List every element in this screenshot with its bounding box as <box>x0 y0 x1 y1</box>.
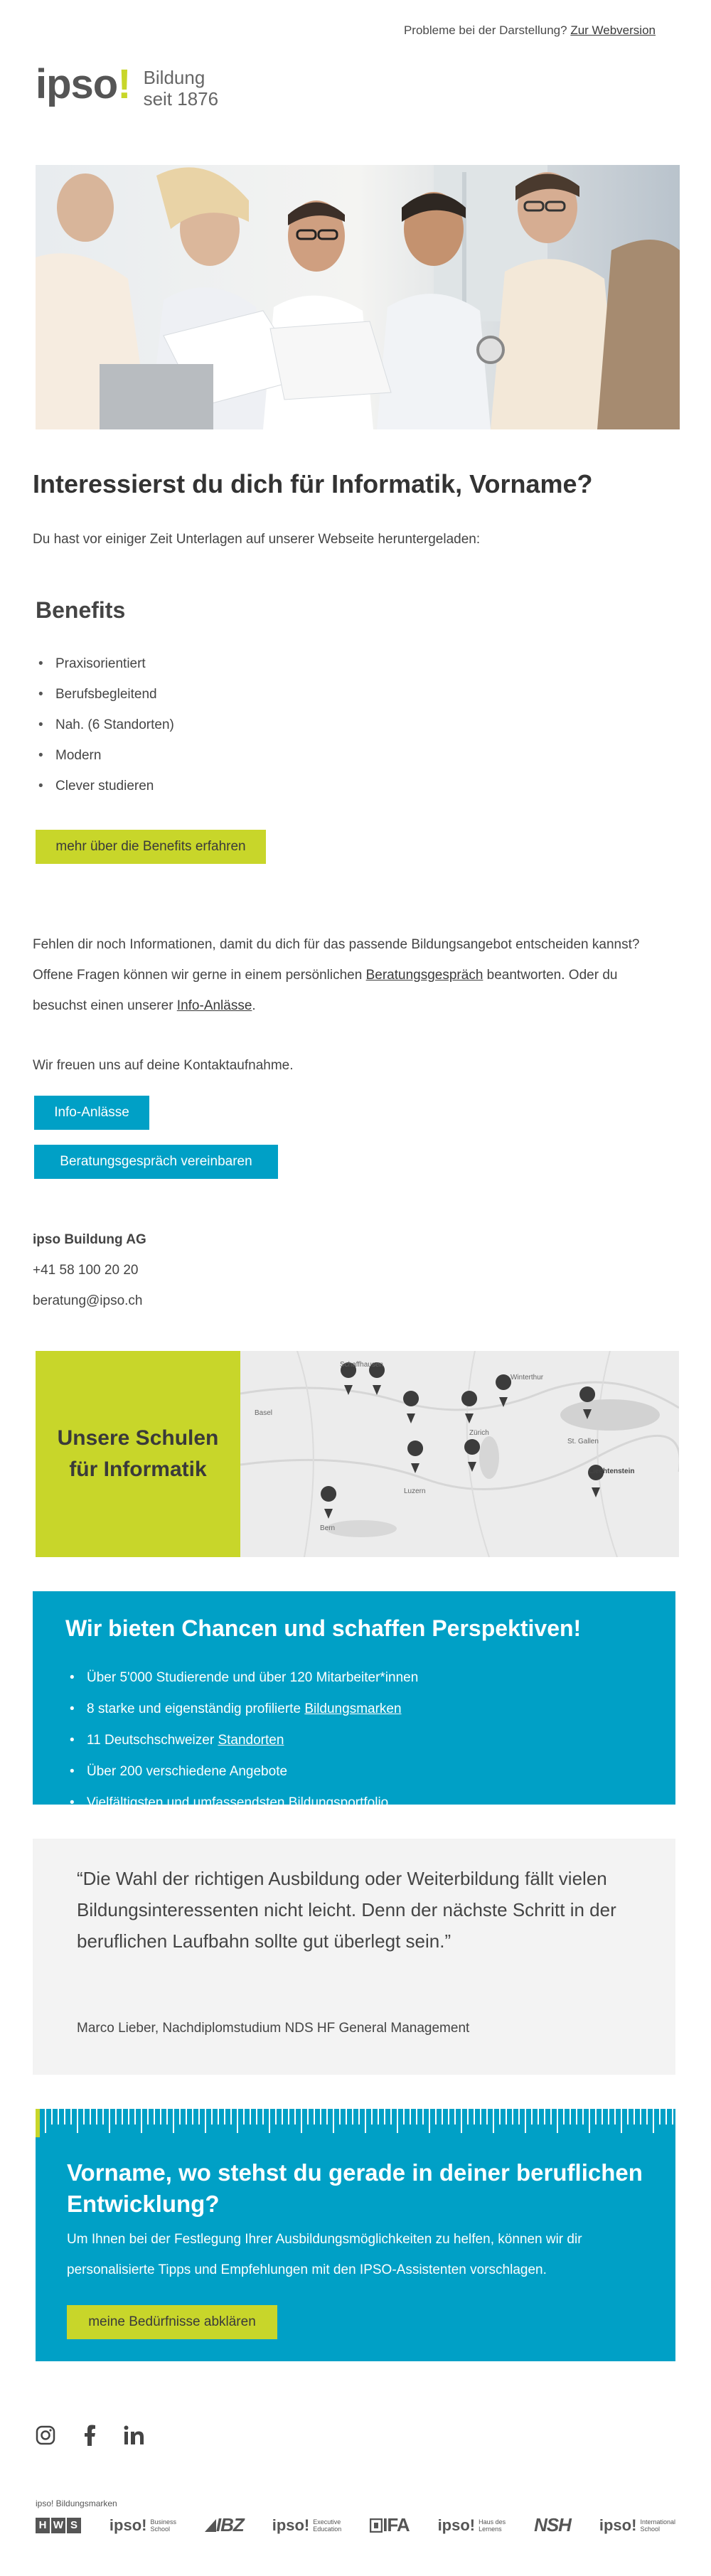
cta-text: Um Ihnen bei der Festlegung Ihrer Ausbildungsmöglichkeiten zu helfen, können wir dir personalisierte Tipps und Empfehlungen mit den IPSO-Assistenten vorschlagen. <box>67 2232 582 2277</box>
map-label: Zürich <box>469 1429 489 1437</box>
benefits-button[interactable]: mehr über die Benefits erfahren <box>36 830 266 864</box>
benefits-title: Benefits <box>36 597 126 623</box>
brands-label: ipso! Bildungsmarken <box>36 2498 117 2508</box>
email-address[interactable]: beratung@ipso.ch <box>33 1293 143 1308</box>
map-label: Winterthur <box>510 1374 544 1381</box>
preheader-text: Probleme bei der Darstellung? <box>403 23 567 37</box>
facebook-icon[interactable] <box>82 2425 97 2446</box>
schools-title: Unsere Schulen für Informatik <box>36 1351 240 1557</box>
list-item: • Berufsbegleitend <box>38 679 174 710</box>
bildungsmarken-link[interactable]: Bildungsmarken <box>304 1701 402 1716</box>
logo-tagline: Bildung seit 1876 <box>143 67 219 109</box>
instagram-icon[interactable] <box>36 2425 55 2445</box>
list-item: • Über 5'000 Studierende und über 120 Mitarbeiter*innen <box>70 1662 418 1694</box>
quote-text: “Die Wahl der richtigen Ausbildung oder Weiterbildung fällt vielen Bildungsinteressenten nicht leicht. Denn der nächste Schritt in der beruflichen Laufbahn sollte gut überlegt sein.” <box>77 1868 616 1952</box>
list-item: • 11 Deutschschweizer Standorten <box>70 1725 418 1756</box>
beratung-button[interactable]: Beratungsgespräch vereinbaren <box>34 1145 278 1179</box>
ibz-mark-icon <box>205 2519 216 2532</box>
social-links <box>36 2425 145 2446</box>
list-item: • Praxisorientiert <box>38 648 174 679</box>
brands-row <box>36 2514 675 2536</box>
hero-image <box>36 165 680 429</box>
quote-author: Marco Lieber, Nachdiplomstudium NDS HF General Management <box>77 2021 470 2036</box>
logo-word: ipso! <box>36 61 131 107</box>
map-label: Basel <box>255 1409 273 1417</box>
list-item: • Modern <box>38 740 174 771</box>
benefits-list <box>38 648 174 801</box>
brand-ipso-business-school[interactable]: ipso! Business School <box>109 2516 176 2534</box>
chances-list <box>70 1662 418 1819</box>
contact-invite: Wir freuen uns auf deine Kontaktaufnahme. <box>33 1058 294 1073</box>
brand-ibz[interactable]: IBZ <box>205 2514 244 2536</box>
schools-banner[interactable] <box>36 1351 679 1557</box>
ruler-decoration <box>36 2109 675 2137</box>
brand-ipso-international-school[interactable]: ipso! International School <box>599 2516 675 2534</box>
map-label: Schaffhausen <box>340 1361 383 1369</box>
info-paragraph: Fehlen dir noch Informationen, damit du dich für das passende Bildungsangebot entscheiden kannst? Offene Fragen können wir gerne in einem persönlichen Beratungsgespräch beantworten. Oder du besuchst einen unserer Info-Anlässe. <box>33 937 640 1013</box>
list-item: • Clever studieren <box>38 771 174 801</box>
testimonial-quote <box>33 1839 675 2075</box>
list-item: • Vielfältigsten und umfassendsten Bildungsportfolio <box>70 1787 418 1819</box>
needs-button[interactable]: meine Bedürfnisse abklären <box>67 2305 277 2339</box>
chances-box <box>33 1591 675 1810</box>
brand-ipso-haus-des-lernens[interactable]: ipso! Haus des Lernens <box>437 2516 506 2534</box>
info-anlaesse-link[interactable]: Info-Anlässe <box>176 998 252 1013</box>
map-label: Liechtenstein <box>589 1468 635 1475</box>
company-name: ipso Buildung AG <box>33 1232 146 1247</box>
list-item: • Über 200 verschiedene Angebote <box>70 1756 418 1787</box>
chances-title: Wir bieten Chancen und schaffen Perspektiven! <box>65 1615 582 1641</box>
map-label: Luzern <box>404 1487 426 1495</box>
headline: Interessierst du dich für Informatik, Vorname? <box>33 469 593 498</box>
list-item: • 8 starke und eigenständig profilierte Bildungsmarken <box>70 1694 418 1725</box>
brand-nsh[interactable]: NSH <box>534 2514 571 2535</box>
career-cta-box <box>36 2109 675 2361</box>
map-label: St. Gallen <box>567 1438 599 1445</box>
preheader <box>404 23 656 38</box>
standorten-link[interactable]: Standorten <box>218 1733 284 1748</box>
map-label: Bern <box>320 1524 336 1532</box>
map-graphic <box>240 1351 679 1557</box>
brand-ifa[interactable]: IFA <box>370 2514 409 2536</box>
schools-map <box>240 1351 679 1557</box>
phone-number[interactable]: +41 58 100 20 20 <box>33 1263 139 1278</box>
list-item: • Nah. (6 Standorten) <box>38 710 174 740</box>
info-anlaesse-button[interactable]: Info-Anlässe <box>34 1096 149 1130</box>
brand-ipso-executive-education[interactable]: ipso! Executive Education <box>272 2516 342 2534</box>
intro-text: Du hast vor einiger Zeit Unterlagen auf unserer Webseite heruntergeladen: <box>33 532 481 547</box>
cta-title: Vorname, wo stehst du gerade in deiner beruflichen Entwicklung? <box>67 2159 643 2217</box>
ipso-logo[interactable] <box>36 61 219 109</box>
brand-hws[interactable]: H W S <box>36 2518 81 2533</box>
ifa-mark-icon <box>370 2518 383 2533</box>
web-version-link[interactable]: Zur Webversion <box>570 23 656 37</box>
contact-block <box>33 1224 146 1316</box>
beratung-link[interactable]: Beratungsgespräch <box>365 968 483 983</box>
hero-photo <box>36 165 680 429</box>
linkedin-icon[interactable] <box>124 2425 145 2445</box>
